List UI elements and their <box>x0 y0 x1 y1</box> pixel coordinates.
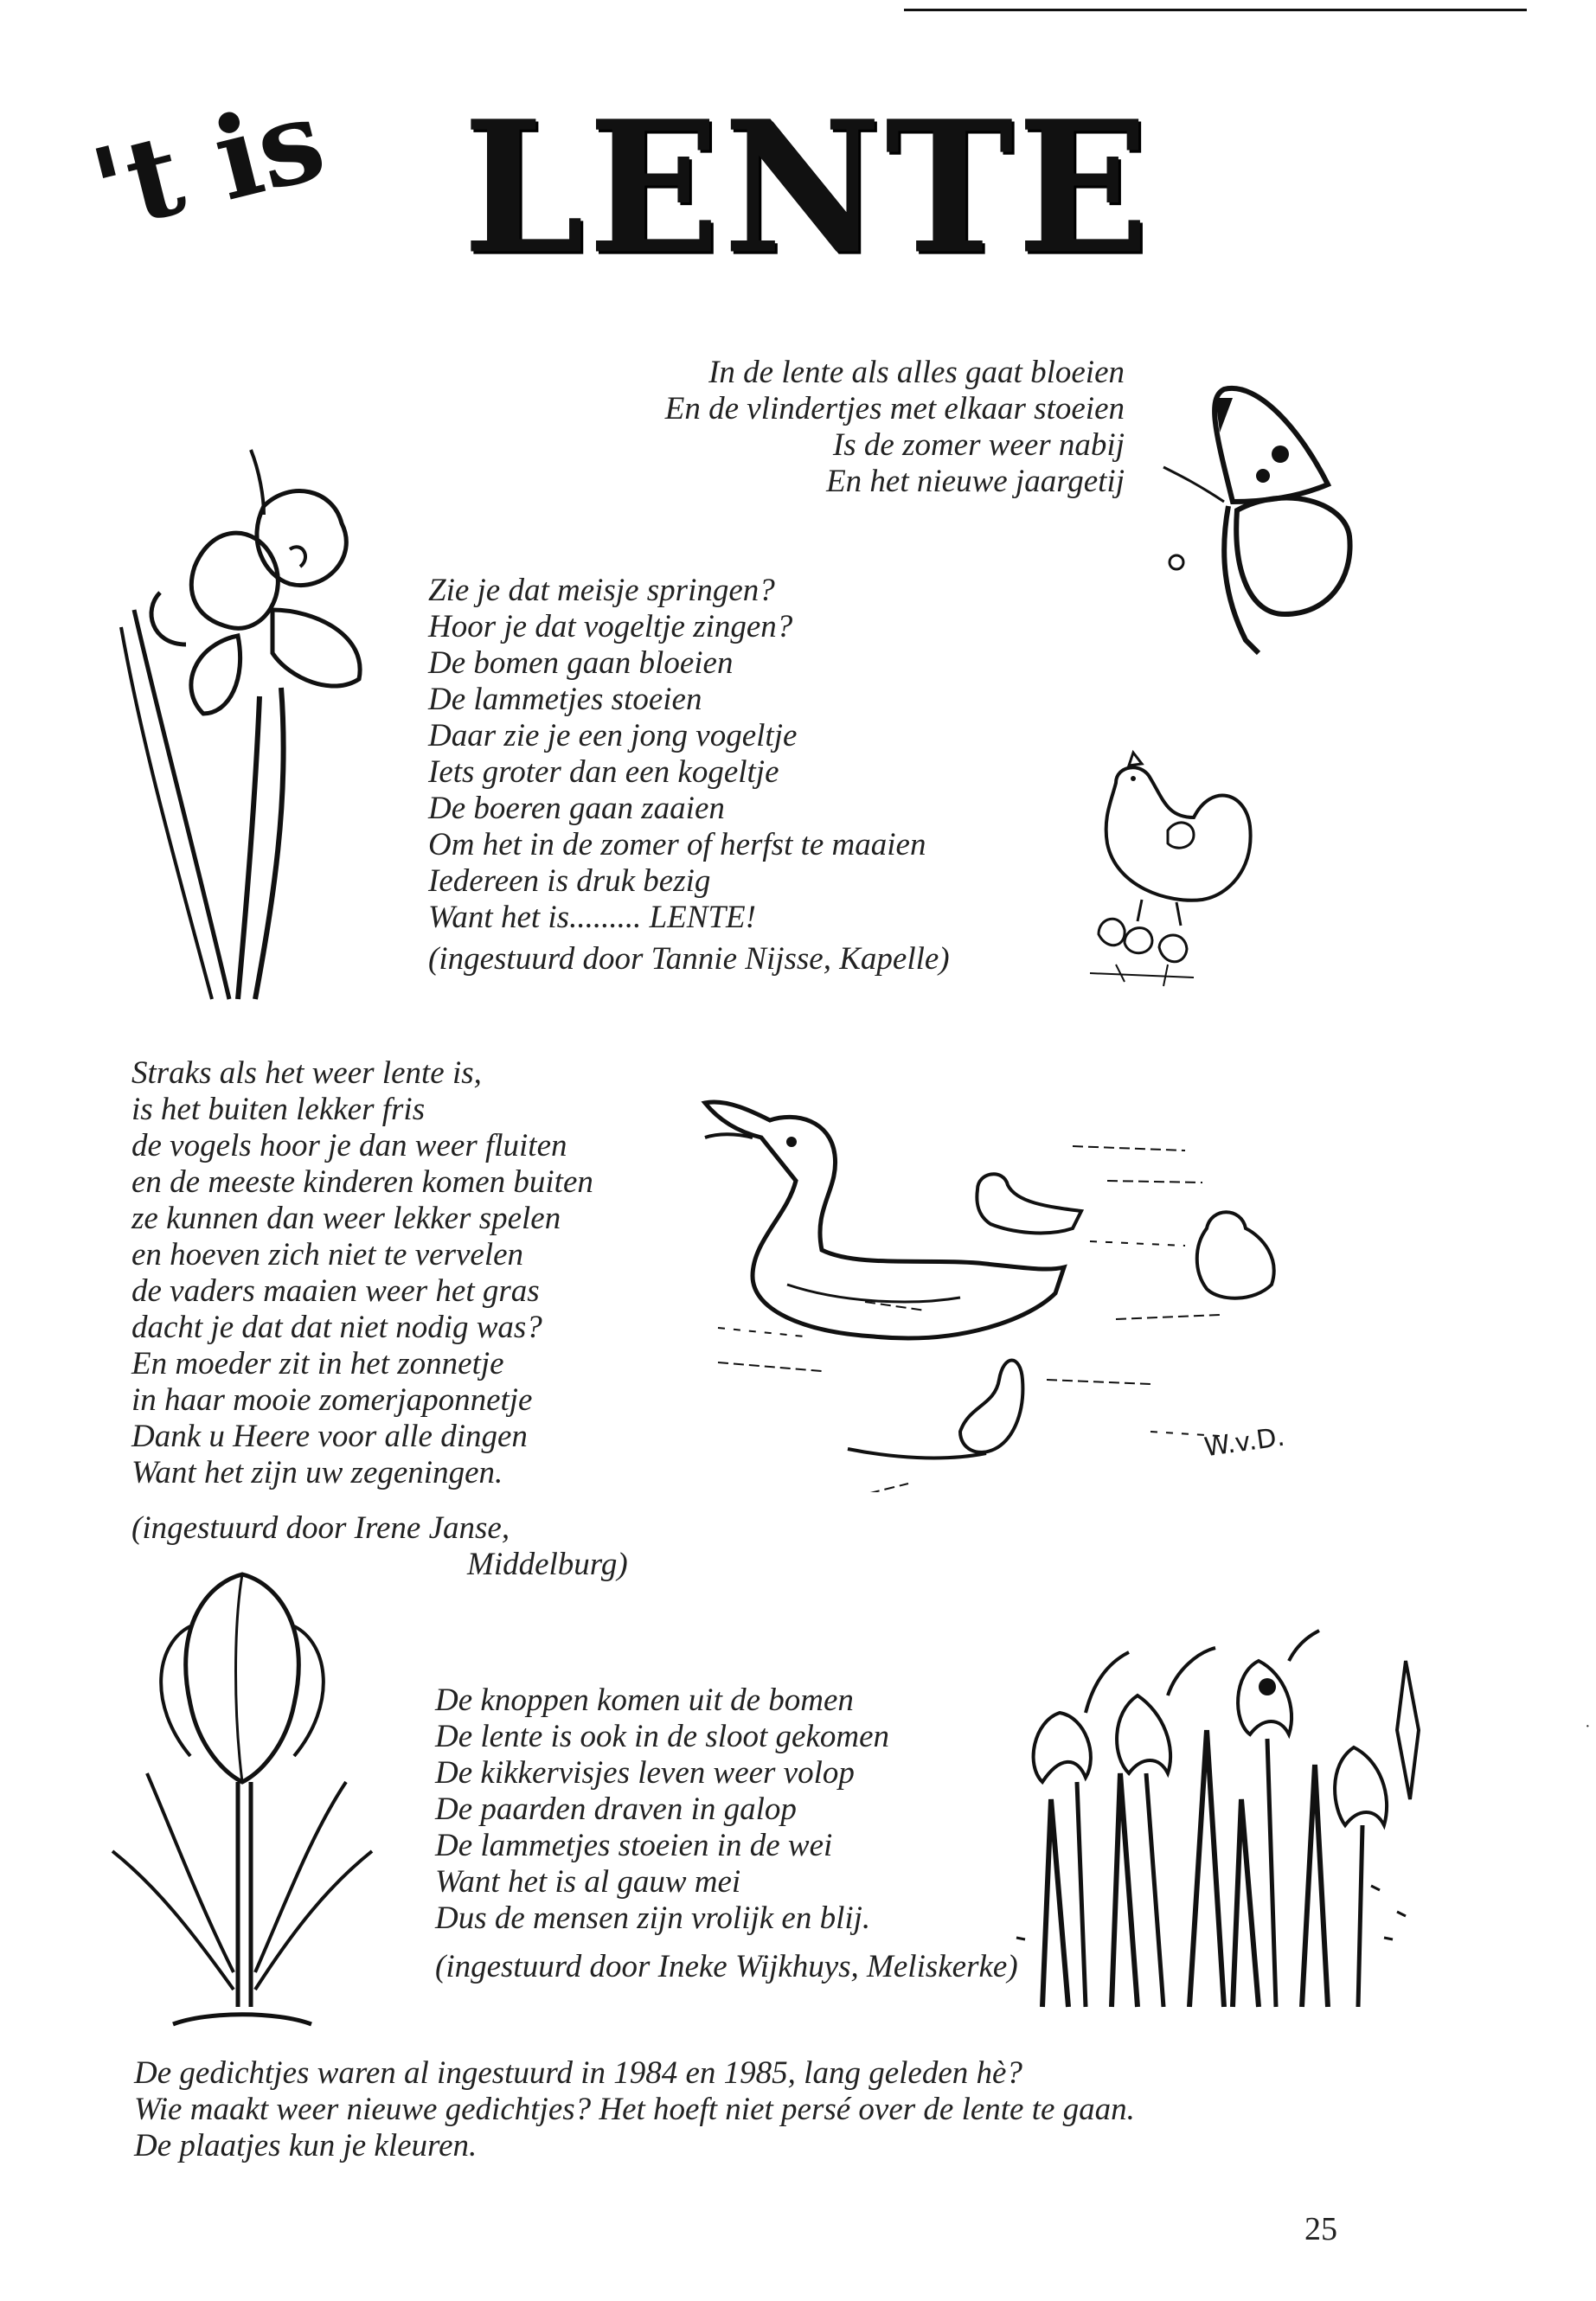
snowdrop-icon <box>990 1626 1427 2016</box>
poem-line: de vogels hoor je dan weer fluiten <box>131 1128 567 1163</box>
poem-line: De bomen gaan bloeien <box>428 645 734 681</box>
poem-2 <box>428 573 950 977</box>
crocus-icon <box>104 1557 381 2041</box>
crocus-illustration <box>104 1557 381 2041</box>
poem-line: Want het is al gauw mei <box>435 1864 741 1900</box>
poem-line: is het buiten lekker fris <box>131 1092 426 1127</box>
poem-line: En de vlindertjes met elkaar stoeien <box>664 391 1125 426</box>
poem-line: in haar mooie zomerjaponnetje <box>131 1382 533 1418</box>
poem-line: De boeren gaan zaaien <box>428 791 725 826</box>
poem-1 <box>519 355 1125 500</box>
poem-line: Hoor je dat vogeltje zingen? <box>428 609 793 644</box>
ducks-illustration <box>701 1086 1341 1492</box>
poem-line: In de lente als alles gaat bloeien <box>708 355 1125 390</box>
poem-line: De paarden draven in galop <box>435 1791 797 1827</box>
poem-line: De lammetjes stoeien <box>428 682 702 717</box>
title-prefix: 't is <box>80 72 337 257</box>
poem-credit: (ingestuurd door Tannie Nijsse, Kapelle) <box>428 941 950 977</box>
footer-line: De plaatjes kun je kleuren. <box>134 2128 478 2163</box>
poem-line: en hoeven zich niet te vervelen <box>131 1237 524 1272</box>
footer-line: De gedichtjes waren al ingestuurd in 1984 en 1985, lang geleden hè? <box>134 2055 1022 2091</box>
page-title: LENTE <box>463 81 1153 295</box>
poem-line: Dus de mensen zijn vrolijk en blij. <box>435 1900 871 1936</box>
poem-line: ze kunnen dan weer lekker spelen <box>131 1201 561 1236</box>
poem-line: Is de zomer weer nabij <box>832 427 1125 463</box>
poem-line: En het nieuwe jaargetij <box>826 464 1125 499</box>
poem-line: Iedereen is druk bezig <box>428 863 711 899</box>
poem-line: Om het in de zomer of herfst te maaien <box>428 827 926 862</box>
poem-line: De kikkervisjes leven weer volop <box>435 1755 855 1791</box>
poem-line: De lente is ook in de sloot gekomen <box>435 1719 890 1754</box>
page-number: 25 <box>1304 2211 1337 2247</box>
poem-credit: (ingestuurd door Irene Janse, <box>131 1510 510 1546</box>
snowdrops-illustration <box>990 1626 1427 2016</box>
poem-line: dacht je dat dat niet nodig was? <box>131 1310 542 1345</box>
poem-line: De lammetjes stoeien in de wei <box>435 1828 833 1863</box>
butterfly-illustration <box>1112 381 1362 666</box>
poem-line: Daar zie je een jong vogeltje <box>428 718 798 753</box>
footer-line: Wie maakt weer nieuwe gedichtjes? Het hoeft niet persé over de lente te gaan. <box>134 2092 1135 2127</box>
poem-line: Want het is......... LENTE! <box>428 900 756 935</box>
poem-credit: (ingestuurd door Ineke Wijkhuys, Meliskerke) <box>435 1949 1018 1984</box>
poem-credit-city: Middelburg) <box>467 1547 628 1582</box>
butterfly-icon <box>1112 381 1362 666</box>
hen-illustration <box>1081 748 1272 990</box>
poem-4 <box>435 1682 1018 1985</box>
poem-line: Want het zijn uw zegeningen. <box>131 1455 503 1490</box>
daffodil-illustration <box>108 437 402 1008</box>
footer-note <box>134 2055 1135 2164</box>
poem-3 <box>131 1055 628 1583</box>
poem-line: De knoppen komen uit de bomen <box>435 1682 854 1718</box>
poem-line: Zie je dat meisje springen? <box>428 573 775 608</box>
poem-line: Iets groter dan een kogeltje <box>428 754 779 790</box>
daffodil-icon <box>108 437 402 1008</box>
hen-icon <box>1081 748 1272 990</box>
poem-line: Dank u Heere voor alle dingen <box>131 1419 528 1454</box>
poem-line: en de meeste kinderen komen buiten <box>131 1164 593 1200</box>
artist-signature: W.v.D. <box>1202 1421 1287 1464</box>
stray-mark: · <box>1585 1717 1591 1736</box>
top-rule <box>904 9 1527 11</box>
poem-line: En moeder zit in het zonnetje <box>131 1346 504 1381</box>
poem-line: de vaders maaien weer het gras <box>131 1273 540 1309</box>
poem-line: Straks als het weer lente is, <box>131 1055 482 1091</box>
